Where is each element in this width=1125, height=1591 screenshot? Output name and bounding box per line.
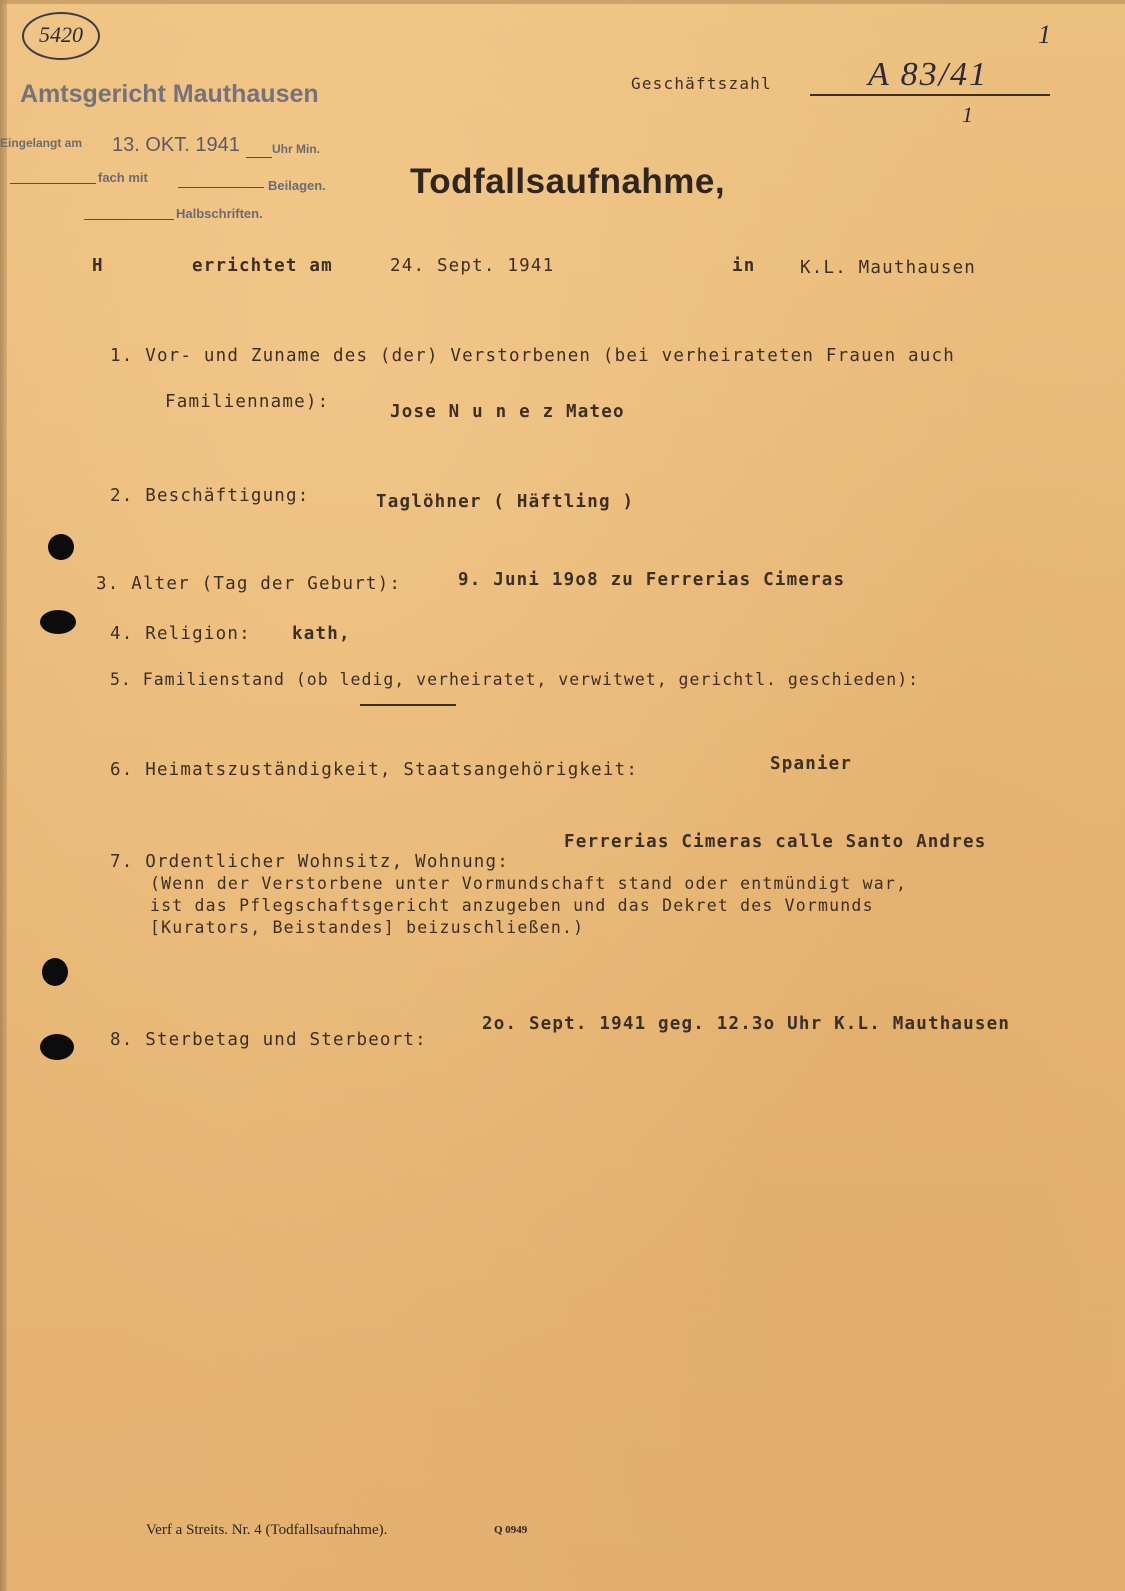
case-number-value: A 83/41 — [868, 56, 989, 93]
case-number-sub: 1 — [962, 102, 973, 127]
header-date-value: 24. Sept. 1941 — [390, 256, 555, 276]
header-place: K.L. Mauthausen — [800, 258, 977, 278]
stamp-received-prefix: Eingelangt am — [0, 136, 83, 150]
header-prefix: H — [92, 256, 104, 276]
stamp-halbschriften-label: Halbschriften. — [176, 206, 263, 221]
stamp-line-3 — [84, 219, 174, 220]
field-8-label: 8. Sterbetag und Sterbeort: — [110, 1030, 427, 1050]
document-title: Todfallsaufnahme, — [410, 162, 726, 201]
field-3-label: 3. Alter (Tag der Geburt): — [96, 574, 402, 594]
page-edge-top — [0, 0, 1125, 4]
footer-form-number: Verf a Streits. Nr. 4 (Todfallsaufnahme). — [146, 1522, 388, 1538]
field-1-label-line2: Familienname): — [165, 392, 330, 412]
stamp-line-1 — [10, 183, 96, 184]
field-2-label: 2. Beschäftigung: — [110, 486, 310, 506]
stamp-copies-label: fach mit — [98, 170, 148, 185]
field-1-label-line1: 1. Vor- und Zuname des (der) Verstorbenen (bei verheirateten Frauen auch — [110, 346, 955, 366]
field-7-note-line1: (Wenn der Verstorbene unter Vormundschaft stand oder entmündigt war, — [150, 874, 908, 893]
field-8-value: 2o. Sept. 1941 geg. 12.3o Uhr K.L. Mauthausen — [482, 1014, 1011, 1034]
case-number-line — [810, 94, 1050, 96]
archive-mark — [22, 12, 100, 60]
field-3-value: 9. Juni 19o8 zu Ferrerias Cimeras — [458, 570, 846, 590]
field-6-label: 6. Heimatszuständigkeit, Staatsangehörigkeit: — [110, 760, 639, 780]
header-date-label: errichtet am — [192, 256, 333, 276]
field-2-value: Taglöhner ( Häftling ) — [376, 492, 635, 512]
punch-hole — [40, 1034, 74, 1060]
field-4-label: 4. Religion: — [110, 624, 251, 644]
field-5-label: 5. Familienstand (ob ledig, verheiratet, verwitwet, gerichtl. geschieden): — [110, 670, 920, 689]
field-1-value: Jose N u n e z Mateo — [390, 402, 625, 422]
field-4-value: kath, — [292, 624, 351, 644]
field-7-note-line2: ist das Pflegschaftsgericht anzugeben und das Dekret des Vormunds — [150, 896, 874, 915]
header-in-label: in — [732, 256, 756, 276]
stamp-line-2 — [178, 187, 264, 188]
footer-code: Q 0949 — [494, 1524, 528, 1536]
punch-hole — [48, 534, 74, 560]
page-number: 1 — [1038, 20, 1051, 49]
archive-mark-text: 5420 — [39, 22, 83, 47]
stamp-received-time: Uhr Min. — [272, 142, 320, 156]
court-stamp-title: Amtsgericht Mauthausen — [20, 80, 319, 108]
field-7-label: 7. Ordentlicher Wohnsitz, Wohnung: — [110, 852, 510, 872]
field-7-value: Ferrerias Cimeras calle Santo Andres — [564, 832, 987, 852]
punch-hole — [42, 958, 68, 986]
page-edge — [0, 0, 7, 1591]
stamp-uhr-line — [246, 157, 272, 158]
case-number-label: Geschäftszahl — [631, 74, 772, 93]
field-6-value: Spanier — [770, 754, 853, 774]
stamp-received-date: 13. OKT. 1941 — [112, 134, 240, 156]
field-5-underline — [360, 704, 456, 706]
stamp-attachments-label: Beilagen. — [268, 178, 326, 193]
field-7-note-line3: [Kurators, Beistandes] beizuschließen.) — [150, 918, 585, 937]
punch-hole — [40, 610, 76, 634]
